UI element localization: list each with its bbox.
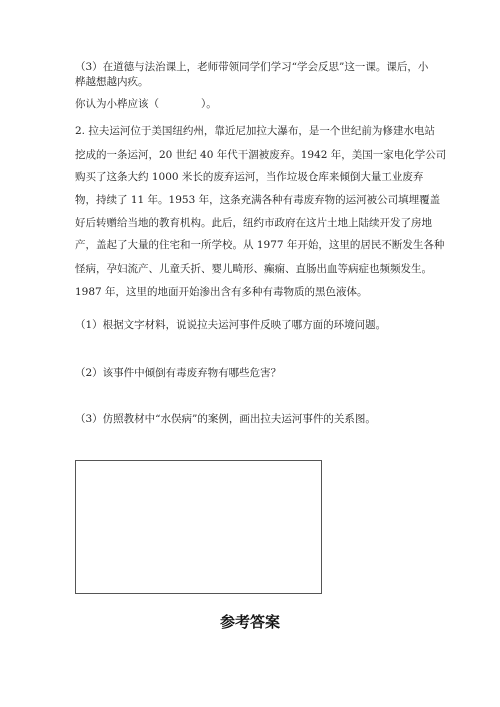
- q3-text-line-2: 桦越想越内疚。: [75, 76, 149, 88]
- q2-passage-line-5: 好后转赠给当地的教育机构。此后，纽约市政府在这片土地上陆续开发了房地: [75, 217, 432, 229]
- q2-passage-line-4: 物，持续了 11 年。1953 年，这条充满各种有毒废弃物的运河被公司填埋覆盖: [75, 194, 441, 206]
- q2-subquestion-3: （3）仿照教材中“水俣病”的案例，画出拉夫运河事件的关系图。: [75, 413, 376, 425]
- relationship-diagram-box[interactable]: [75, 460, 322, 594]
- answer-heading: 参考答案: [219, 613, 280, 631]
- q2-passage-line-3: 购买了这条大约 1000 米长的废弃运河，当作垃圾仓库来倾倒大量工业废弃: [75, 171, 424, 183]
- q2-passage-line-7: 怪病，孕妇流产、儿童夭折、婴儿畸形、癫痫、直肠出血等病症也频频发生。: [75, 263, 432, 275]
- q2-passage-line-2: 挖成的一条运河，20 世纪 40 年代干涸被废弃。1942 年，美国一家电化学公司: [75, 149, 447, 161]
- q2-passage-line-6: 产，盖起了大量的住宅和一所学校。从 1977 年开始，这里的居民不断发生各种: [75, 239, 445, 251]
- q2-subquestion-2: （2）该事件中倾倒有毒废弃物有哪些危害？: [75, 367, 282, 379]
- q2-subquestion-1: （1）根据文字材料，说说拉夫运河事件反映了哪方面的环境问题。: [75, 319, 387, 331]
- q3-answer-prompt: 你认为小桦应该（ ）。: [75, 98, 217, 110]
- q2-passage-line-8: 1987 年，这里的地面开始渗出含有多种有毒物质的黑色液体。: [75, 286, 368, 298]
- q3-text-line-1: （3）在道德与法治课上，老师带领同学们学习“学会反思”这一课。课后，小: [75, 61, 429, 73]
- q2-passage-line-1: 2. 拉夫运河位于美国纽约州，靠近尼加拉大瀑布，是一个世纪前为修建水电站: [75, 125, 435, 137]
